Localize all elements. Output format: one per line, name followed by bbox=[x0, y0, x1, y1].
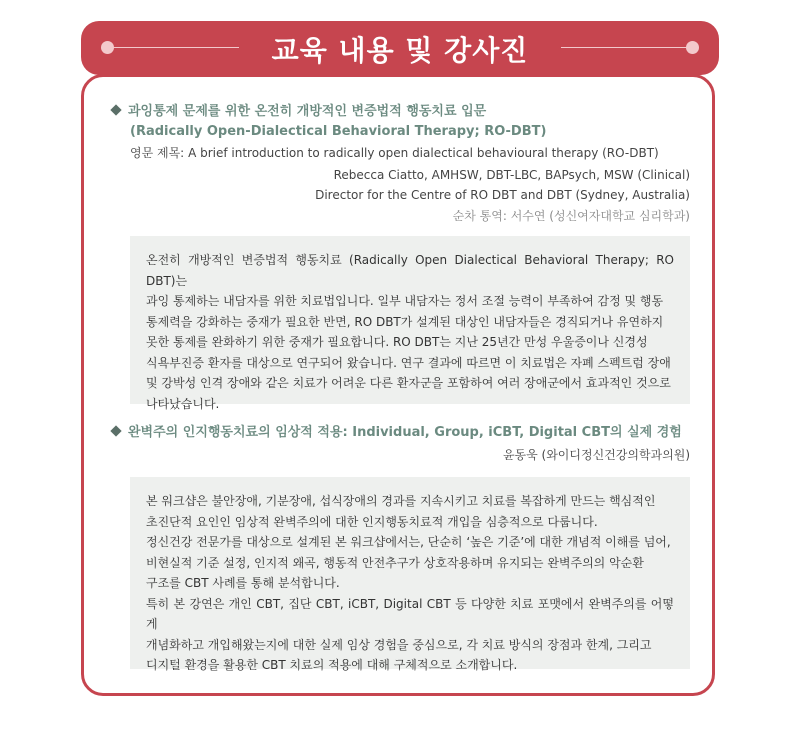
session2-speaker: 윤동욱 (와이디정신건강의학과의원) bbox=[502, 448, 690, 462]
description-line: 개념화하고 개입해왔는지에 대한 실제 임상 경험을 중심으로, 각 치료 방식의 장점과 한계, 그리고 bbox=[146, 637, 652, 652]
decorative-line bbox=[561, 47, 689, 48]
session2-title bbox=[108, 423, 682, 443]
description-line: 통제력을 강화하는 중재가 필요한 반면, RO DBT가 설계된 대상인 내담자들은 경직되거나 유연하지 bbox=[146, 314, 664, 329]
description-line: 디지털 환경을 활용한 CBT 치료의 적용에 대해 구체적으로 소개합니다. bbox=[146, 658, 518, 672]
description-line: 정신건강 전문가를 대상으로 설계된 본 워크샵에서는, 단순히 ‘높은 기준’에 대한 개념적 이해를 넘어, bbox=[146, 535, 671, 549]
session1-english-title bbox=[130, 143, 659, 163]
session1-interpreter: 순차 통역: 서수연 (성신여자대학교 심리학과) bbox=[452, 209, 690, 223]
session1-speaker-name: Rebecca Ciatto, AMHSW, DBT-LBC, BAPsych, MSW (Clinical) bbox=[333, 168, 690, 182]
description-line: 구조를 CBT 사례를 통해 분석합니다. bbox=[146, 576, 340, 590]
section-header-banner bbox=[81, 21, 719, 75]
description-line: 초진단적 요인인 임상적 완벽주의에 대한 인지행동치료적 개입을 심층적으로 다룹니다. bbox=[146, 514, 598, 529]
description-line: 특히 본 강연은 개인 CBT, 집단 CBT, iCBT, Digital CBT 등 다양한 치료 포맷에서 완벽주의를 어떻게 bbox=[146, 596, 674, 631]
description-line: 온전히 개방적인 변증법적 행동치료 (Radically Open Dialectical Behavioral Therapy; RO DBT)는 bbox=[146, 253, 674, 288]
session1-title-en: (Radically Open-Dialectical Behavioral Therapy; RO-DBT) bbox=[130, 124, 547, 139]
session1-title bbox=[108, 102, 546, 142]
description-line: 본 워크샵은 불안장애, 기분장애, 섭식장애의 경과를 지속시키고 치료를 복잡하게 만드는 핵심적인 bbox=[146, 494, 656, 508]
session1-description bbox=[130, 236, 690, 411]
session2-description bbox=[130, 477, 690, 672]
description-line: 과잉 통제하는 내담자를 위한 치료법입니다. 일부 내담자는 정서 조절 능력이 부족하여 감정 및 행동 bbox=[146, 294, 664, 308]
decorative-dot-icon bbox=[686, 41, 699, 54]
english-title-text: A brief introduction to radically open dialectical behavioural therapy (RO-DBT) bbox=[188, 146, 659, 160]
description-line: 나타났습니다. bbox=[146, 396, 220, 411]
diamond-bullet-icon bbox=[110, 104, 121, 115]
description-line: 비현실적 기준 설정, 인지적 왜곡, 행동적 안전추구가 상호작용하며 유지되는 완벽주의의 악순환 bbox=[146, 555, 644, 570]
session1-title-ko: 과잉통제 문제를 위한 온전히 개방적인 변증법적 행동치료 입문 bbox=[128, 104, 487, 119]
english-title-label: 영문 제목: bbox=[130, 146, 185, 160]
description-line: 및 강박성 인격 장애와 같은 치료가 어려운 다른 환자군을 포함하여 여러 장애군에서 효과적인 것으로 bbox=[146, 376, 671, 390]
description-line: 식욕부진증 환자를 대상으로 연구되어 왔습니다. 연구 결과에 따르면 이 치료법은 자폐 스펙트럼 장애 bbox=[146, 355, 671, 370]
page-title: 교육 내용 및 강사진 bbox=[271, 34, 529, 67]
diamond-bullet-icon bbox=[110, 425, 121, 436]
session2-title-text: 완벽주의 인지행동치료의 임상적 적용: Individual, Group, iCBT, Digital CBT의 실제 경험 bbox=[128, 425, 682, 440]
description-line: 못한 통제를 완화하기 위한 중재가 필요합니다. RO DBT는 지난 25년간 만성 우울증이나 신경성 bbox=[146, 335, 648, 349]
session1-speaker-role: Director for the Centre of RO DBT and DBT (Sydney, Australia) bbox=[315, 188, 690, 202]
